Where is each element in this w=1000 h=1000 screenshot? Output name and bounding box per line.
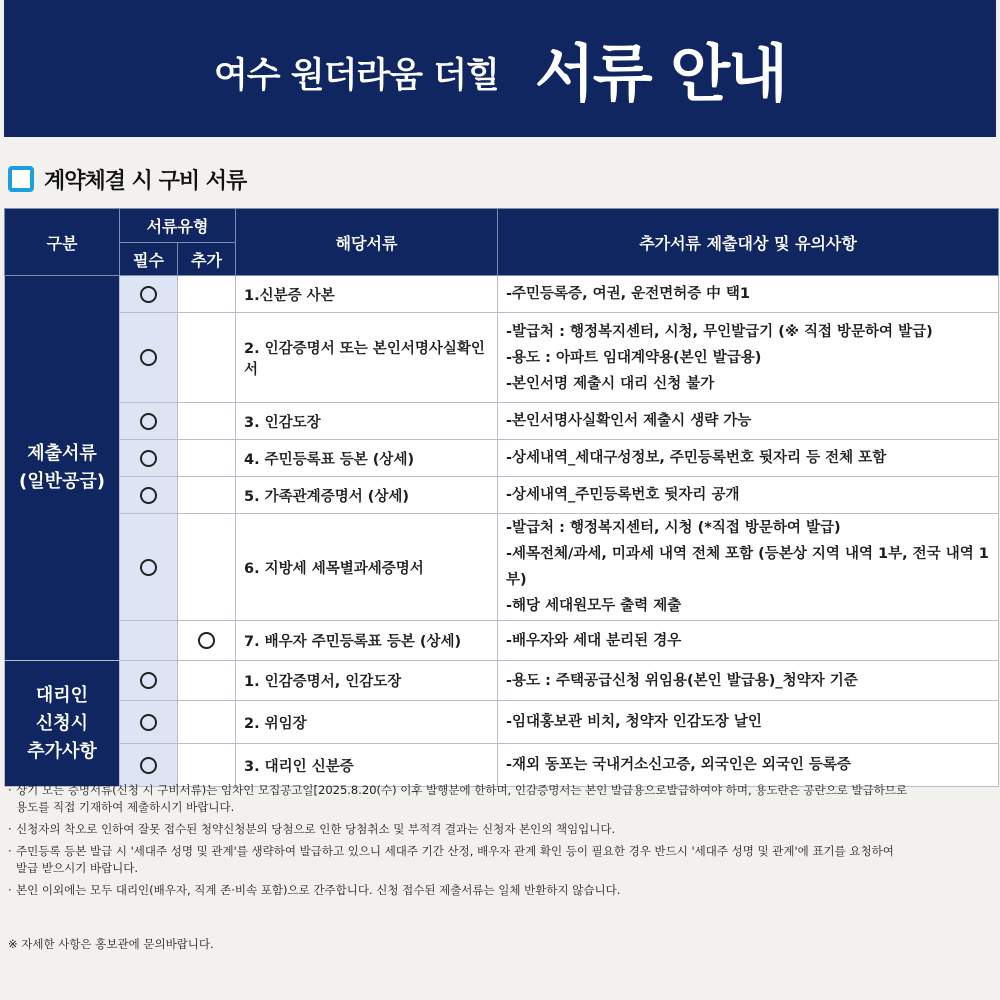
header-category: 구분: [5, 209, 120, 276]
required-cell: [120, 403, 178, 440]
page-title: 서류 안내: [534, 37, 786, 110]
note-line: -임대홍보관 비치, 청약자 인감도장 날인: [506, 714, 762, 730]
required-cell: [120, 276, 178, 313]
circle-mark-icon: [140, 487, 157, 504]
document-name: 1. 인감증명서, 인감도장: [236, 661, 498, 701]
additional-cell: [178, 440, 236, 477]
additional-cell: [178, 403, 236, 440]
additional-cell: [178, 744, 236, 787]
documents-table: [4, 208, 999, 787]
category-label: 대리인: [35, 684, 89, 706]
required-cell: [120, 744, 178, 787]
section-heading: [8, 165, 246, 193]
header-required: 필수: [120, 243, 178, 276]
header-subtitle: 여수 원더라움 더힐: [213, 55, 499, 96]
note-line: -용도 : 주택공급신청 위임용(본인 발급용)_청약자 기준: [506, 672, 858, 689]
required-cell: [120, 313, 178, 403]
document-name: 5. 가족관계증명서 (상세): [236, 477, 498, 514]
document-name: 2. 인감증명서 또는 본인서명사실확인서: [236, 313, 498, 403]
table-row: [5, 621, 999, 661]
note-item: [8, 843, 988, 877]
additional-cell: [178, 621, 236, 661]
document-name: 4. 주민등록표 등본 (상세): [236, 440, 498, 477]
category-label: 신청시: [35, 712, 89, 734]
circle-mark-icon: [140, 413, 157, 430]
note-line: -세목전체/과세, 미과세 내역 전체 포함 (등본상 지역 내역 1부, 전국 내역 1부): [506, 546, 989, 588]
additional-cell: [178, 514, 236, 621]
required-cell: [120, 621, 178, 661]
header-additional: 추가: [178, 243, 236, 276]
circle-mark-icon: [140, 757, 157, 774]
circle-mark-icon: [198, 632, 215, 649]
table-row: [5, 313, 999, 403]
additional-cell: [178, 276, 236, 313]
table-row: [5, 276, 999, 313]
notes-list: [8, 782, 988, 904]
document-name: 6. 지방세 세목별과세증명서: [236, 514, 498, 621]
note-line: -본인서명사실확인서 제출시 생략 가능: [506, 413, 752, 429]
header-notes: 추가서류 제출대상 및 유의사항: [498, 209, 999, 276]
table-row: [5, 744, 999, 787]
notes-cell: [498, 276, 999, 313]
note-line: -용도 : 아파트 임대계약용(본인 발급용): [506, 349, 762, 366]
note-line: -해당 세대원모두 출력 제출: [506, 598, 682, 614]
table-row: [5, 701, 999, 744]
circle-mark-icon: [140, 450, 157, 467]
circle-mark-icon: [140, 286, 157, 303]
document-name: 1.신분증 사본: [236, 276, 498, 313]
note-item: [8, 821, 988, 838]
note-text: 상기 모든 증명서류(신청 시 구비서류)는 임차인 모집공고일[2025.8.20(수) 이후 발행분에 한하며, 인감증명서는 본인 발급용으로발급하여야 하며, 용도란은 공란으로 발급하므로: [16, 783, 908, 797]
notes-cell: [498, 661, 999, 701]
table-row: [5, 403, 999, 440]
note-item: [8, 782, 988, 816]
notes-cell: [498, 621, 999, 661]
circle-mark-icon: [140, 714, 157, 731]
header-document: 해당서류: [236, 209, 498, 276]
note-text: 신청자의 착오로 인하여 잘못 접수된 청약신청분의 당첨으로 인한 당첨취소 및 부적격 결과는 신청자 본인의 책임입니다.: [16, 822, 616, 836]
category-cell: [5, 276, 120, 661]
required-cell: [120, 477, 178, 514]
document-name: 7. 배우자 주민등록표 등본 (상세): [236, 621, 498, 661]
note-text: 발급 받으시기 바랍니다.: [16, 861, 139, 875]
notes-cell: [498, 701, 999, 744]
table-row: [5, 661, 999, 701]
bullet-icon: ·: [8, 783, 12, 797]
notes-cell: [498, 744, 999, 787]
note-text: 본인 이외에는 모두 대리인(배우자, 직계 존·비속 포함)으로 간주합니다. 신청 접수된 제출서류는 일체 반환하지 않습니다.: [16, 883, 621, 897]
document-name: 3. 대리인 신분증: [236, 744, 498, 787]
category-cell: [5, 661, 120, 787]
note-line: -본인서명 제출시 대리 신청 불가: [506, 375, 715, 392]
circle-mark-icon: [140, 559, 157, 576]
circle-mark-icon: [140, 349, 157, 366]
required-cell: [120, 701, 178, 744]
note-line: -배우자와 세대 분리된 경우: [506, 632, 682, 649]
bullet-icon: ·: [8, 844, 12, 858]
required-cell: [120, 440, 178, 477]
table-row: [5, 477, 999, 514]
header-doc-type: 서류유형: [120, 209, 236, 243]
note-text: 주민등록 등본 발급 시 '세대주 성명 및 관계'를 생략하여 발급하고 있으니 세대주 기간 산정, 배우자 관계 확인 등이 필요한 경우 반드시 '세대주 성명 및 관계'에 표기를 요청하여: [16, 844, 894, 858]
square-bullet-icon: [8, 166, 34, 192]
notes-cell: [498, 403, 999, 440]
notes-cell: [498, 440, 999, 477]
category-label: 제출서류: [27, 443, 97, 464]
additional-cell: [178, 701, 236, 744]
circle-mark-icon: [140, 672, 157, 689]
bullet-icon: ·: [8, 822, 12, 836]
additional-cell: [178, 313, 236, 403]
additional-cell: [178, 661, 236, 701]
footer-note: ※ 자세한 사항은 홍보관에 문의바랍니다.: [8, 937, 214, 951]
document-name: 3. 인감도장: [236, 403, 498, 440]
category-label: (일반공급): [18, 471, 105, 492]
additional-cell: [178, 477, 236, 514]
bullet-icon: ·: [8, 883, 12, 897]
required-cell: [120, 514, 178, 621]
table-row: [5, 514, 999, 621]
note-line: -재외 동포는 국내거소신고증, 외국인은 외국인 등록증: [506, 757, 851, 773]
note-line: -발급처 : 행정복지센터, 시청 (*직접 방문하여 발급): [506, 520, 841, 536]
table-row: [5, 440, 999, 477]
notes-cell: [498, 477, 999, 514]
section-title: 계약체결 시 구비 서류: [44, 168, 247, 194]
note-line: -상세내역_주민등록번호 뒷자리 공개: [506, 487, 740, 503]
notes-cell: [498, 313, 999, 403]
required-cell: [120, 661, 178, 701]
notes-cell: [498, 514, 999, 621]
page-header: [4, 0, 996, 137]
note-item: [8, 882, 988, 899]
category-label: 추가사항: [27, 740, 97, 762]
note-line: -발급처 : 행정복지센터, 시청, 무인발급기 (※ 직접 방문하여 발급): [506, 323, 933, 340]
note-line: -주민등록증, 여권, 운전면허증 中 택1: [506, 286, 750, 302]
note-line: -상세내역_세대구성정보, 주민등록번호 뒷자리 등 전체 포함: [506, 450, 887, 466]
note-text: 용도를 직접 기재하여 제출하시기 바랍니다.: [16, 800, 235, 814]
document-name: 2. 위임장: [236, 701, 498, 744]
